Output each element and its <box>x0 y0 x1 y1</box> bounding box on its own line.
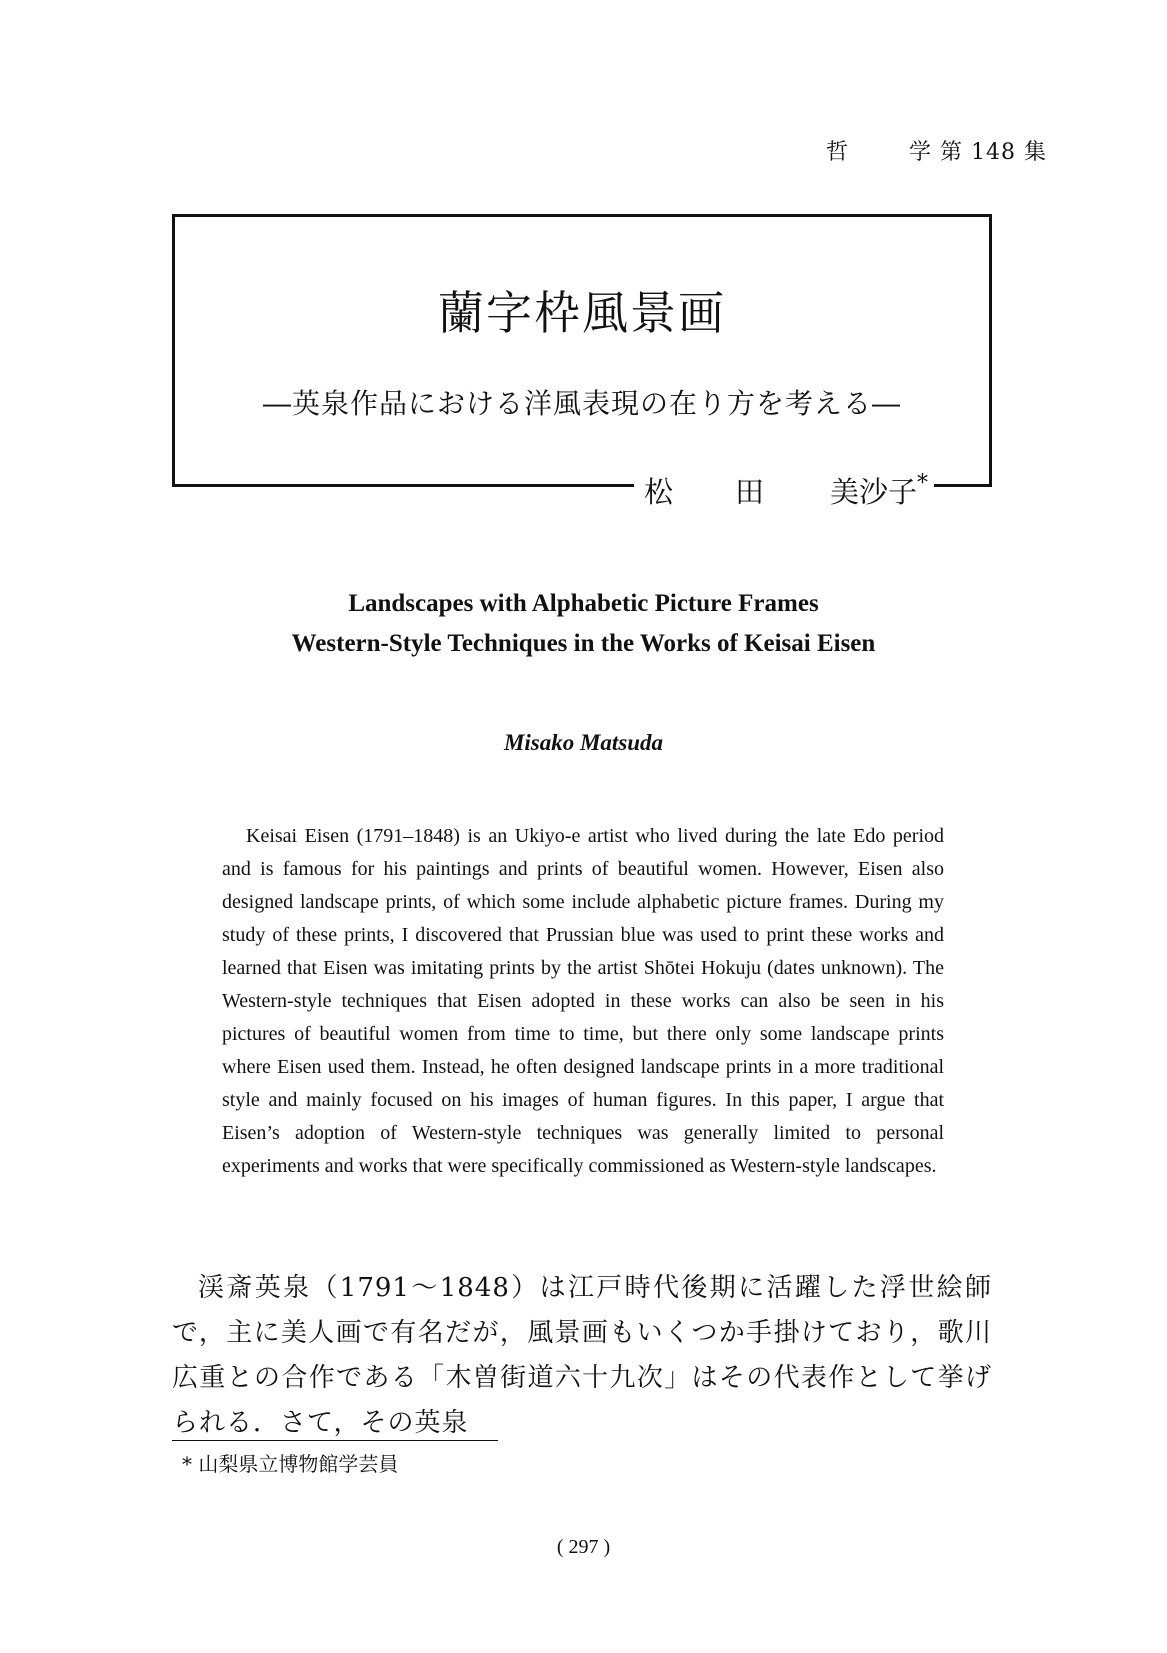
author-name-jp <box>644 470 928 511</box>
footnote-rule <box>172 1440 498 1441</box>
footnote-mark: * <box>182 1452 192 1476</box>
english-title-line2: Western-Style Techniques in the Works of Keisai Eisen <box>291 630 876 657</box>
journal-header <box>826 135 1047 166</box>
title-box <box>172 214 992 484</box>
author-family-1: 松 <box>644 475 674 509</box>
author-rule-right <box>934 484 992 487</box>
author-rule-left <box>172 484 634 487</box>
author-family-2: 田 <box>735 475 765 509</box>
english-abstract: Keisai Eisen (1791–1848) is an Ukiyo-e artist who lived during the late Edo period and is famous for his paintings and prints of beautiful women. However, Eisen also designed landscape prints, of which some include alphabetic picture frames. During my study of these prints, I discovered that Prussian blue was used to print these works and learned that Eisen was imitating prints by the artist Shōtei Hokuju (dates unknown). The Western-style techniques that Eisen adopted in these works can also be seen in his pictures of beautiful women from time to time, but there only some landscape prints where Eisen used them. Instead, he often designed landscape prints in a more traditional style and mainly focused on his images of human figures. In this paper, I argue that Eisen’s adoption of Western-style techniques was generally limited to personal experiments and works that were specifically commissioned as Western-style landscapes. <box>222 825 944 1177</box>
page-number: ( 297 ) <box>556 1536 611 1558</box>
footnote <box>182 1448 398 1477</box>
paper-subtitle: ―英泉作品における洋風表現の在り方を考える― <box>262 387 901 420</box>
english-title-line1: Landscapes with Alphabetic Picture Frames <box>348 590 819 617</box>
paper-title: 蘭字枠風景画 <box>438 286 726 340</box>
journal-name-left: 哲 <box>826 140 850 165</box>
author-given: 美沙子 <box>830 475 918 509</box>
author-line <box>172 470 992 520</box>
journal-volume: 学 第 148 集 <box>909 140 1047 165</box>
body-paragraph: 渓斎英泉（1791〜1848）は江戸時代後期に活躍した浮世絵師で，主に美人画で有名だが，風景画もいくつか手掛けており，歌川広重との合作である「木曽街道六十九次」はその代表作として挙げられる．さて，その英泉 <box>172 1273 992 1438</box>
english-title <box>0 584 1167 664</box>
footnote-text: 山梨県立博物館学芸員 <box>198 1452 399 1476</box>
author-footnote-mark: * <box>917 471 929 496</box>
english-author: Misako Matsuda <box>503 730 664 755</box>
